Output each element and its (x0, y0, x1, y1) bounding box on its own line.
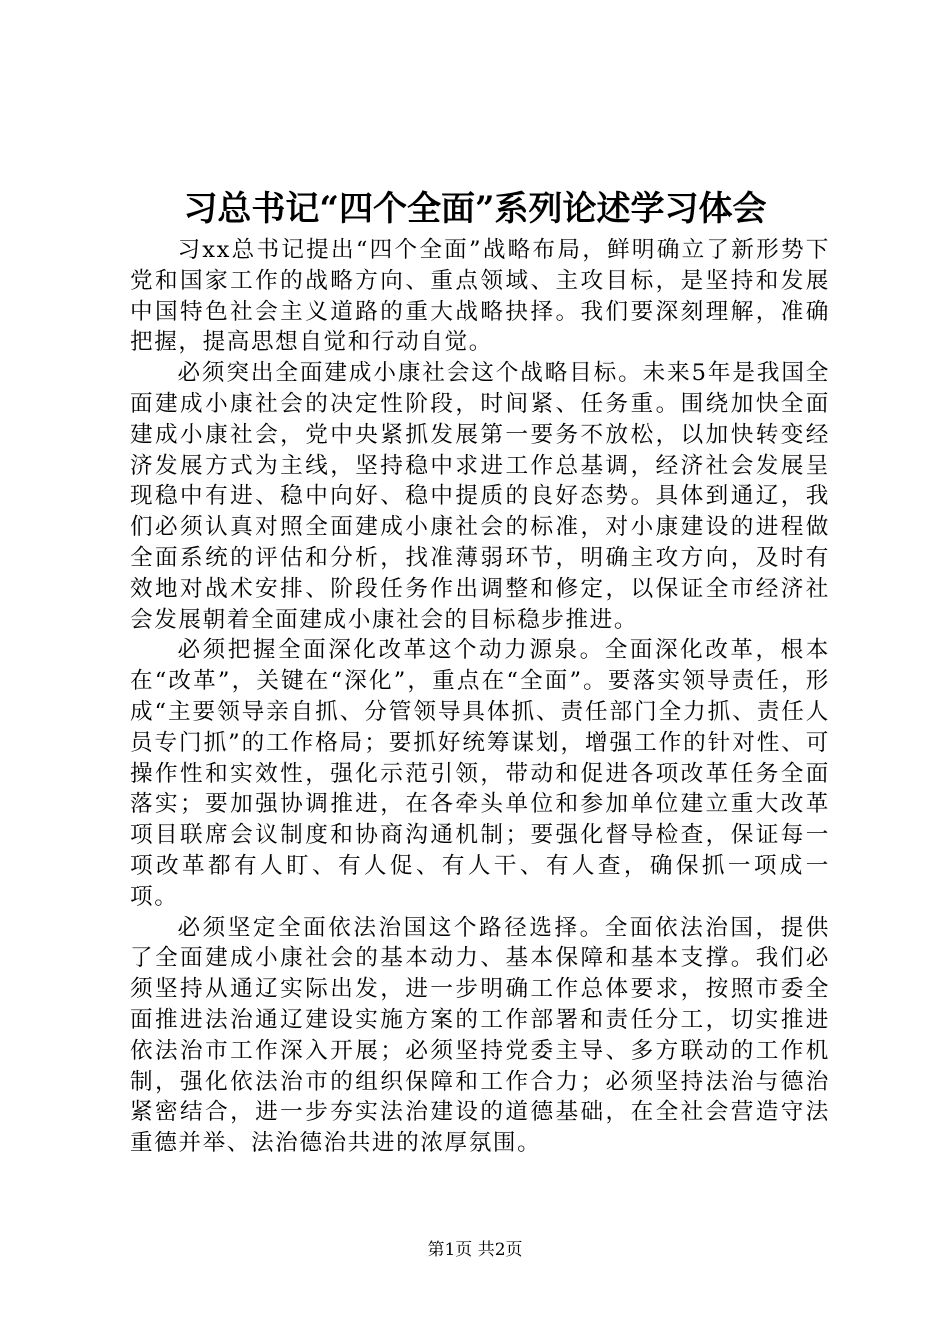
paragraph-3: 必须把握全面深化改革这个动力源泉。全面深化改革，根本在“改革”，关键在“深化”，重点在“全面”。要落实领导责任，形成“主要领导亲自抓、分管领导具体抓、责任部门全力抓、责任人员专门抓”的工作格局；要抓好统筹谋划，增强工作的针对性、可操作性和实效性，强化示范引领，带动和促进各项改革任务全面落实；要加强协调推进，在各牵头单位和参加单位建立重大改革项目联席会议制度和协商沟通机制；要强化督导检查，保证每一项改革都有人盯、有人促、有人干、有人查，确保抓一项成一项。 (130, 637, 830, 910)
page-footer (0, 1238, 950, 1262)
document-body (130, 235, 830, 1159)
paragraph-2: 必须突出全面建成小康社会这个战略目标。未来5年是我国全面建成小康社会的决定性阶段，时间紧、任务重。围绕加快全面建成小康社会，党中央紧抓发展第一要务不放松，以加快转变经济发展方式为主线，坚持稳中求进工作总基调，经济社会发展呈现稳中有进、稳中向好、稳中提质的良好态势。具体到通辽，我们必须认真对照全面建成小康社会的标准，对小康建设的进程做全面系统的评估和分析，找准薄弱环节，明确主攻方向，及时有效地对战术安排、阶段任务作出调整和修定，以保证全市经济社会发展朝着全面建成小康社会的目标稳步推进。 (130, 360, 830, 633)
document-title: 习总书记“四个全面”系列论述学习体会 (183, 189, 767, 229)
paragraph-4: 必须坚定全面依法治国这个路径选择。全面依法治国，提供了全面建成小康社会的基本动力、基本保障和基本支撑。我们必须坚持从通辽实际出发，进一步明确工作总体要求，按照市委全面推进法治通辽建设实施方案的工作部署和责任分工，切实推进依法治市工作深入开展；必须坚持党委主导、多方联动的工作机制，强化依法治市的组织保障和工作合力；必须坚持法治与德治紧密结合，进一步夯实法治建设的道德基础，在全社会营造守法重德并举、法治德治共进的浓厚氛围。 (130, 914, 830, 1157)
page-number-label: 第1页 共2页 (427, 1240, 523, 1260)
paragraph-1: 习xx总书记提出“四个全面”战略布局，鲜明确立了新形势下党和国家工作的战略方向、重点领域、主攻目标，是坚持和发展中国特色社会主义道路的重大战略抉择。我们要深刻理解，准确把握，提高思想自觉和行动自觉。 (130, 237, 830, 356)
